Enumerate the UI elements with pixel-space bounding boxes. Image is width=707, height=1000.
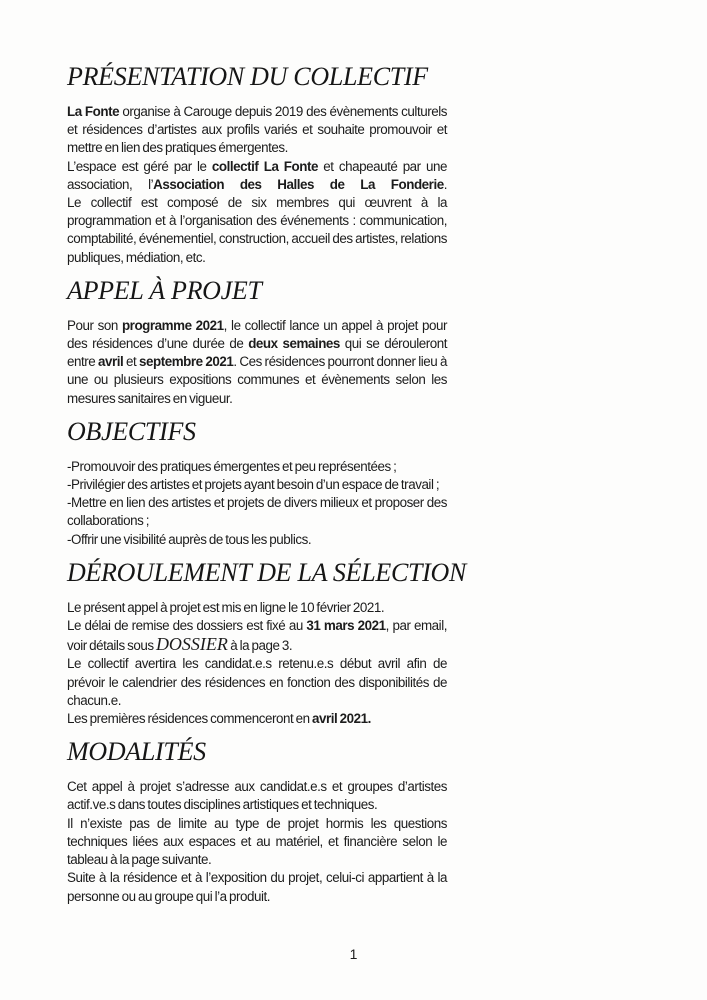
- text-run: et chapeauté par une association, l’: [67, 158, 447, 192]
- bold-text: avril: [98, 354, 124, 370]
- section-heading: APPEL À PROJET: [67, 275, 262, 305]
- page-number: 1: [349, 946, 358, 962]
- text-run: Les premières résidences commenceront en: [67, 711, 312, 727]
- text-run: -Promouvoir des pratiques émergentes et peu représentées ;: [67, 458, 397, 474]
- paragraph: [67, 869, 447, 905]
- bold-text: collectif La Fonte: [211, 158, 318, 174]
- paragraph: [67, 317, 447, 408]
- bold-text: septembre 2021: [139, 354, 234, 370]
- paragraph: [67, 158, 447, 194]
- text-run: , le collectif lance un appel à projet pour des résidences d’une durée de: [67, 317, 448, 352]
- section-heading: PRÉSENTATION DU COLLECTIF: [67, 62, 428, 91]
- section-heading: DÉROULEMENT DE LA SÉLECTION: [67, 557, 467, 587]
- bold-text: 31 mars 2021: [306, 618, 386, 634]
- text-run: et: [123, 354, 139, 370]
- text-run: -Mettre en lien des artistes et projets de divers milieux et proposer des collaborations ;: [67, 495, 447, 529]
- text-run: Le collectif avertira les candidat.e.s retenu.e.s début avril afin de prévoir le calendrier des résidences en fonction des disponibilités de chacun.e.: [67, 656, 447, 708]
- text-run: L’espace est géré par le: [67, 158, 212, 174]
- text-run: , par email, voir détails sous: [67, 618, 448, 654]
- page-footer: [0, 946, 707, 962]
- paragraph: [67, 655, 447, 710]
- section-heading: OBJECTIFS: [67, 416, 196, 446]
- document-content: [67, 62, 467, 906]
- text-run: Le délai de remise des dossiers est fixé au: [67, 618, 307, 634]
- text-run: Pour son: [67, 317, 122, 333]
- section-heading: MODALITÉS: [67, 737, 206, 767]
- paragraph: [67, 778, 447, 814]
- paragraph: [67, 617, 447, 655]
- paragraph: [67, 103, 447, 158]
- paragraph: [67, 476, 447, 494]
- text-run: Il n’existe pas de limite au type de projet hormis les questions techniques liées aux espaces et au matériel, et financière selon le tableau à la page suivante.: [67, 815, 447, 868]
- bold-text: La Fonte: [67, 104, 120, 119]
- bold-text: avril 2021.: [312, 711, 371, 727]
- text-run: .: [443, 176, 447, 192]
- text-run: . Ces résidences pourront donner lieu à une ou plusieurs expositions communes et évènements selon les mesures sanitaires en vigueur.: [67, 354, 447, 406]
- paragraph: [67, 458, 447, 476]
- paragraph: [67, 710, 447, 728]
- text-run: Suite à la résidence et à l’exposition du projet, celui-ci appartient à la personne ou au groupe qui l’a produit.: [67, 870, 447, 904]
- paragraph: [67, 531, 447, 549]
- paragraph: [67, 815, 447, 870]
- text-run: Le présent appel à projet est mis en ligne le 10 février 2021.: [67, 599, 385, 615]
- paragraph: [67, 599, 447, 617]
- paragraph: [67, 194, 447, 267]
- bold-text: programme 2021: [121, 317, 224, 333]
- text-run: organise à Carouge depuis 2019 des évènements culturels et résidences d’artistes aux profils variés et souhaite promouvoir et mettre en lien des pratiques émergentes.: [67, 104, 447, 156]
- text-run: -Offrir une visibilité auprès de tous les publics.: [67, 531, 312, 547]
- bold-text: Association des Halles de La Fonderie: [153, 176, 444, 192]
- text-run: Le collectif est composé de six membres qui œuvrent à la programmation et à l’organisation des événements : communication, comptabilité, événementiel, construction, accueil des artistes, relations publiques, médiation, etc.: [67, 195, 447, 265]
- text-run: qui se dérouleront entre: [67, 336, 447, 370]
- text-run: Cet appel à projet s’adresse aux candidat.e.s et groupes d’artistes actif.ve.s dans toutes disciplines artistiques et techniques.: [67, 779, 447, 813]
- paragraph: [67, 494, 447, 530]
- text-run: à la page 3.: [227, 638, 293, 654]
- bold-text: deux semaines: [248, 336, 340, 352]
- serif-inline-text: DOSSIER: [155, 634, 228, 655]
- text-run: -Privilégier des artistes et projets ayant besoin d’un espace de travail ;: [67, 477, 440, 493]
